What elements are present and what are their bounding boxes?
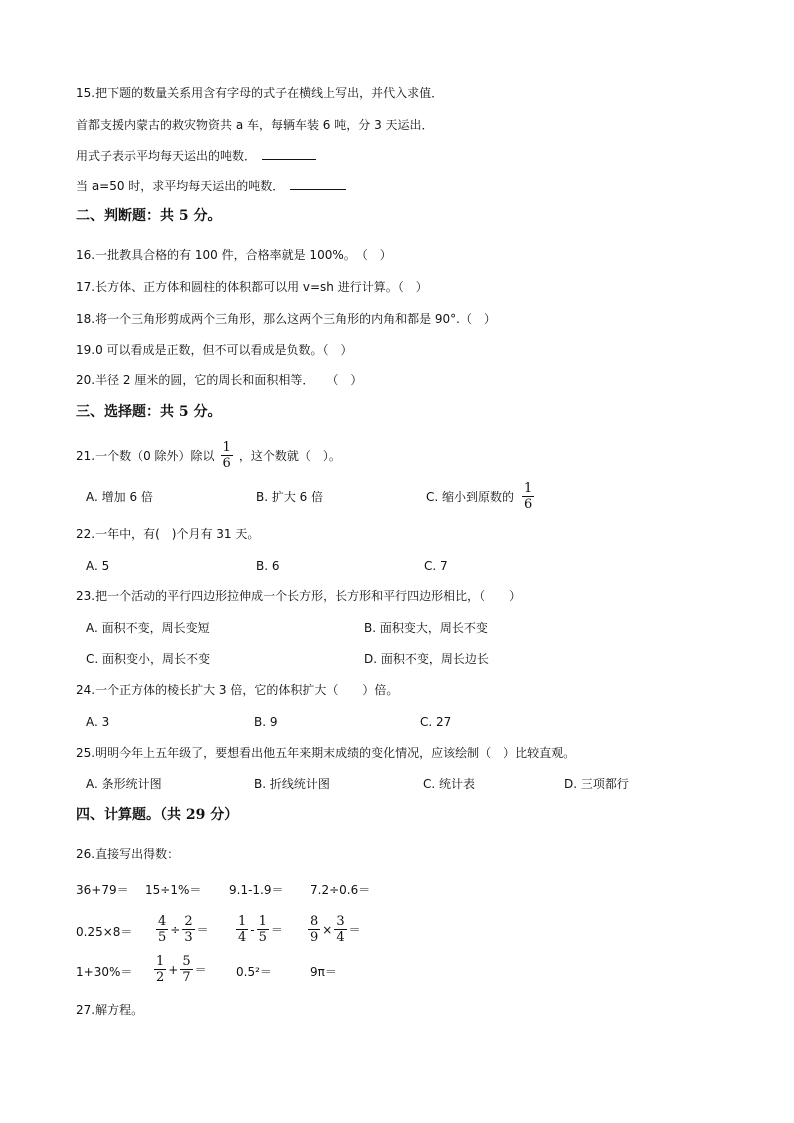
q24-stem: 24.一个正方体的棱长扩大 3 倍，它的体积扩大（ ）倍。 [76,683,399,697]
q24-option-b[interactable]: B. 9 [254,715,278,729]
judge-item-19: 19.0 可以看成是正数，但不可以看成是负数。（ ） [76,343,353,357]
q15-line2-text: 当 a=50 时，求平均每天运出的吨数． [76,179,285,193]
fraction: $\frac{1}{6}$ [524,481,533,512]
calc-item: $\frac{1}{4}$ - $\frac{1}{5}$ ＝ [238,914,283,945]
calc-item: $\frac{4}{5}$ ÷ $\frac{2}{3}$ ＝ [158,914,209,945]
q21-option-c[interactable] [426,481,536,512]
q25-option-c[interactable]: C. 统计表 [423,777,476,791]
calc-item: $\frac{8}{9}$ × $\frac{3}{4}$ ＝ [310,914,361,945]
judge-item-20: 20.半径 2 厘米的圆，它的周长和面积相等． （ ） [76,373,363,387]
q21-suffix: ，这个数就（ ）。 [238,449,341,463]
judge-item-18: 18.将一个三角形剪成两个三角形，那么这两个三角形的内角和都是 90°.（ ） [76,312,496,326]
q15-context: 首都支援内蒙古的救灾物资共 a 车，每辆车装 6 吨，分 3 天运出． [76,118,434,132]
q22-stem: 22.一年中，有( )个月有 31 天。 [76,527,260,541]
q23-option-d[interactable]: D. 面积不变，周长边长 [364,652,489,666]
q21-option-a[interactable]: A. 增加 6 倍 [86,490,153,504]
q25-option-d[interactable]: D. 三项都行 [564,777,629,791]
q27-stem: 27.解方程。 [76,1003,144,1017]
section-title-calc: 四、计算题。（共 29 分） [76,807,239,823]
q22-option-c[interactable]: C. 7 [424,559,448,573]
q22-option-b[interactable]: B. 6 [256,559,280,573]
section-title-judge: 二、判断题：共 5 分。 [76,208,222,224]
q21-option-c-text: C. 缩小到原数的 [426,490,515,504]
fraction: $\frac{1}{6}$ [222,440,231,471]
calc-item: 15÷1%＝ [145,883,202,897]
q21-option-b[interactable]: B. 扩大 6 倍 [256,490,324,504]
fraction: $\frac{1}{4}$ [238,914,247,945]
calc-item: 0.5²＝ [236,965,272,979]
q15-line1-text: 用式子表示平均每天运出的吨数． [76,149,257,163]
q22-option-a[interactable]: A. 5 [86,559,110,573]
judge-item-17: 17.长方体、正方体和圆柱的体积都可以用 v=sh 进行计算。（ ） [76,280,428,294]
q23-option-c[interactable]: C. 面积变小，周长不变 [86,652,211,666]
section-title-choice: 三、选择题：共 5 分。 [76,404,222,420]
q23-option-b[interactable]: B. 面积变大，周长不变 [364,621,488,635]
fraction: $\frac{4}{5}$ [158,914,167,945]
calc-item: $\frac{1}{2}$ + $\frac{5}{7}$ ＝ [156,954,207,985]
fraction: $\frac{1}{2}$ [156,954,165,985]
q24-option-a[interactable]: A. 3 [86,715,110,729]
q25-option-b[interactable]: B. 折线统计图 [254,777,330,791]
fraction: $\frac{3}{4}$ [336,914,345,945]
q21-prefix: 21.一个数（0 除外）除以 [76,449,215,463]
q25-stem: 25.明明今年上五年级了，要想看出他五年来期末成绩的变化情况，应该绘制（ ）比较直观。 [76,746,576,760]
judge-item-16: 16.一批教具合格的有 100 件，合格率就是 100%。 （ ） [76,248,392,262]
calc-item: 0.25×8＝ [76,925,133,939]
q26-stem: 26.直接写出得数： [76,847,180,861]
q25-option-a[interactable]: A. 条形统计图 [86,777,162,791]
calc-item: 9π＝ [310,965,337,979]
fraction: $\frac{2}{3}$ [184,914,193,945]
calc-item: 36+79＝ [76,883,129,897]
q15-line2 [76,177,346,194]
q15-prompt: 15.把下题的数量关系用含有字母的式子在横线上写出，并代入求值． [76,86,444,100]
calc-item: 1+30%＝ [76,965,133,979]
fraction: $\frac{8}{9}$ [310,914,319,945]
q24-option-c[interactable]: C. 27 [420,715,452,729]
q23-stem: 23.把一个活动的平行四边形拉伸成一个长方形，长方形和平行四边形相比，（ ） [76,589,522,603]
q23-option-a[interactable]: A. 面积不变，周长变短 [86,621,210,635]
q21-stem [76,440,341,471]
calc-item: 7.2÷0.6＝ [310,883,371,897]
fraction: $\frac{1}{5}$ [258,914,267,945]
q15-line1 [76,147,316,164]
calc-item: 9.1-1.9＝ [229,883,284,897]
fraction: $\frac{5}{7}$ [182,954,191,985]
answer-blank-1[interactable] [262,147,316,160]
answer-blank-2[interactable] [290,177,346,190]
